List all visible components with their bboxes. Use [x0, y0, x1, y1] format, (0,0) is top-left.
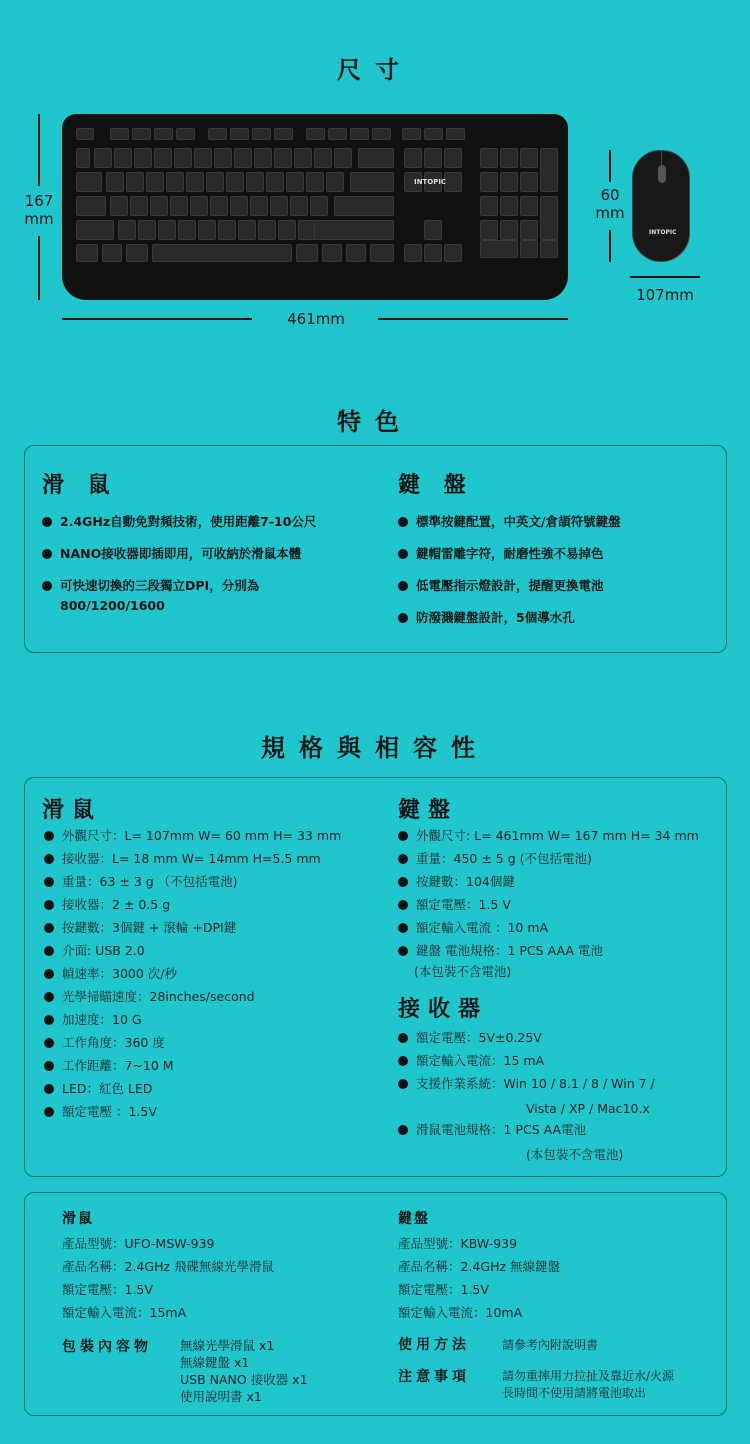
spec-item: 支援作業系統：Win 10 / 8.1 / 8 / Win 7 / — [398, 1076, 718, 1092]
spec-item: 額定電壓 ：1.5V — [44, 1104, 384, 1120]
keyboard-key — [266, 172, 284, 192]
keyboard-key — [520, 240, 538, 258]
spec-item: 鍵盤 電池規格：1 PCS AAA 電池 — [398, 943, 718, 959]
keyboard-key — [322, 244, 342, 262]
keyboard-key — [226, 172, 244, 192]
feature-item: 鍵帽雷雕字符，耐磨性強不易掉色 — [398, 544, 708, 564]
keyboard-key — [206, 172, 224, 192]
feature-item: 可快速切換的三段獨立DPI，分別為800/1200/1600 — [42, 576, 352, 616]
keyboard-key — [238, 220, 256, 240]
keyboard-key — [158, 220, 176, 240]
mouse-width-value: 107mm — [636, 286, 694, 304]
package-label: 包裝內容物 — [62, 1339, 152, 1355]
product-mouse-line: 產品名稱：2.4GHz 飛碟無線光學滑鼠 — [62, 1259, 275, 1274]
package-item: 無線鍵盤 x1 — [180, 1355, 250, 1370]
keyboard-key — [154, 128, 173, 140]
spec-item: 額定電壓：5V±0.25V — [398, 1030, 718, 1046]
spec-item: 重量：63 ± 3 g （不包括電池) — [44, 874, 384, 890]
keyboard-key — [134, 148, 152, 168]
spec-item: 接收器：2 ± 0.5 g — [44, 897, 384, 913]
keyboard-key — [126, 244, 148, 262]
keyboard-key — [540, 240, 558, 258]
spec-item: 額定電壓：1.5 V — [398, 897, 718, 913]
keyboard-image — [62, 114, 568, 300]
mouse-height-line-lower — [609, 230, 611, 262]
keyboard-key — [404, 244, 422, 262]
feature-item: 標準按鍵配置，中英文/倉頡符號鍵盤 — [398, 512, 708, 532]
feature-item: NANO接收器即插即用，可收納於滑鼠本體 — [42, 544, 352, 564]
keyboard-key — [154, 148, 172, 168]
keyboard-key — [230, 128, 249, 140]
specs-title: 規格與相容性 — [261, 734, 489, 762]
keyboard-key — [334, 196, 394, 216]
receiver-battery-note: (本包裝不含電池) — [526, 1147, 624, 1162]
package-item: 無線光學滑鼠 x1 — [180, 1338, 275, 1353]
product-mouse-line: 額定輸入電流：15mA — [62, 1305, 187, 1320]
spec-item: 接收器：L= 18 mm W= 14mm H=5.5 mm — [44, 851, 384, 867]
keyboard-key — [520, 172, 538, 192]
keyboard-key — [170, 196, 188, 216]
keyboard-key — [294, 148, 312, 168]
keyboard-key — [328, 128, 347, 140]
spec-item: 按鍵數：3個鍵 + 滾輪 +DPI鍵 — [44, 920, 384, 936]
spec-item: 按鍵數：104個鍵 — [398, 874, 718, 890]
keyboard-width-line-left — [62, 318, 252, 320]
keyboard-key — [178, 220, 196, 240]
keyboard-key — [76, 148, 90, 168]
keyboard-key — [186, 172, 204, 192]
keyboard-key — [540, 196, 558, 240]
specs-mouse-title: 滑鼠 — [42, 798, 103, 823]
spec-item: 額定輸入電流 ：10 mA — [398, 920, 718, 936]
package-item: USB NANO 接收器 x1 — [180, 1372, 308, 1387]
spec-item: 重量：450 ± 5 g (不包括電池) — [398, 851, 718, 867]
specs-keyboard-list — [398, 828, 718, 962]
receiver-os-continued: Vista / XP / Mac10.x — [526, 1101, 650, 1116]
keyboard-key — [500, 220, 518, 240]
keyboard-height-value: 167 mm — [24, 192, 54, 228]
caution-label: 注意事項 — [398, 1369, 470, 1385]
keyboard-key — [110, 196, 128, 216]
keyboard-height-line-lower — [38, 236, 40, 300]
keyboard-key — [424, 220, 442, 240]
feature-item: 低電壓指示燈設計，提醒更換電池 — [398, 576, 708, 596]
spec-item: 光學掃瞄速度：28inches/second — [44, 989, 384, 1005]
keyboard-key — [254, 148, 272, 168]
spec-item: 外觀尺寸: L= 461mm W= 167 mm H= 34 mm — [398, 828, 718, 844]
specs-receiver-list — [398, 1030, 718, 1145]
keyboard-key — [258, 220, 276, 240]
keyboard-key — [210, 196, 228, 216]
keyboard-key — [174, 148, 192, 168]
keyboard-key — [520, 196, 538, 216]
product-keyboard-title: 鍵盤 — [398, 1211, 430, 1227]
keyboard-key — [500, 148, 518, 168]
keyboard-key — [166, 172, 184, 192]
keyboard-key — [110, 128, 129, 140]
keyboard-battery-note: (本包裝不含電池) — [414, 964, 512, 979]
features-title: 特色 — [337, 408, 413, 436]
keyboard-key — [218, 220, 236, 240]
keyboard-key — [424, 148, 442, 168]
caution-line: 長時間不使用請將電池取出 — [502, 1386, 647, 1400]
keyboard-key — [76, 220, 114, 240]
spec-item: 滑鼠電池規格：1 PCS AA電池 — [398, 1122, 718, 1138]
product-mouse-line: 產品型號：UFO-MSW-939 — [62, 1236, 215, 1251]
keyboard-key — [150, 196, 168, 216]
features-keyboard-list — [398, 512, 708, 640]
keyboard-keys — [72, 124, 558, 264]
keyboard-key — [334, 148, 352, 168]
spec-item: 介面: USB 2.0 — [44, 943, 384, 959]
specs-mouse-list — [44, 828, 384, 1127]
spec-item: 加速度：10 G — [44, 1012, 384, 1028]
keyboard-key — [106, 172, 124, 192]
product-keyboard-line: 額定輸入電流：10mA — [398, 1305, 523, 1320]
spec-item: 工作角度：360 度 — [44, 1035, 384, 1051]
spec-item: 工作距離：7~10 M — [44, 1058, 384, 1074]
spec-item: 額定輸入電流：15 mA — [398, 1053, 718, 1069]
keyboard-key — [132, 128, 151, 140]
keyboard-height-line — [38, 114, 40, 186]
keyboard-key — [480, 196, 498, 216]
product-keyboard-line: 額定電壓：1.5V — [398, 1282, 489, 1297]
caution-line: 請勿重摔用力拉扯及靠近水/火源 — [502, 1369, 675, 1383]
package-item: 使用說明書 x1 — [180, 1389, 262, 1404]
keyboard-key — [274, 148, 292, 168]
size-section-title: 尺寸 — [337, 56, 413, 84]
keyboard-key — [424, 244, 442, 262]
keyboard-key — [326, 172, 344, 192]
keyboard-key — [314, 220, 394, 240]
keyboard-key — [114, 148, 132, 168]
mouse-height-line — [609, 150, 611, 182]
keyboard-key — [444, 172, 462, 192]
keyboard-key — [118, 220, 136, 240]
keyboard-key — [76, 244, 98, 262]
keyboard-key — [76, 172, 102, 192]
feature-item: 2.4GHz自動免對頻技術，使用距離7-10公尺 — [42, 512, 352, 532]
keyboard-key — [152, 244, 292, 262]
mouse-brand-logo: INTOPIC — [649, 229, 677, 236]
mouse-scroll-wheel — [658, 165, 666, 183]
keyboard-key — [444, 244, 462, 262]
keyboard-key — [208, 128, 227, 140]
spec-item: LED：紅色 LED — [44, 1081, 384, 1097]
keyboard-key — [296, 244, 318, 262]
keyboard-key — [358, 148, 394, 168]
feature-item: 防潑濺鍵盤設計，5個導水孔 — [398, 608, 708, 628]
keyboard-key — [350, 128, 369, 140]
keyboard-key — [126, 172, 144, 192]
keyboard-width-line-right — [378, 318, 568, 320]
keyboard-key — [234, 148, 252, 168]
product-keyboard-line: 產品名稱：2.4GHz 無線鍵盤 — [398, 1259, 560, 1274]
keyboard-key — [252, 128, 271, 140]
keyboard-key — [130, 196, 148, 216]
features-mouse-list — [42, 512, 352, 628]
keyboard-key — [194, 148, 212, 168]
keyboard-key — [370, 244, 394, 262]
keyboard-key — [480, 172, 498, 192]
keyboard-key — [270, 196, 288, 216]
keyboard-key — [102, 244, 122, 262]
keyboard-key — [290, 196, 308, 216]
keyboard-key — [520, 148, 538, 168]
keyboard-width-value: 461mm — [287, 310, 345, 328]
keyboard-brand-logo: INTOPIC — [414, 178, 447, 186]
mouse-image — [632, 150, 690, 262]
keyboard-key — [230, 196, 248, 216]
usage-text: 請參考內附說明書 — [502, 1338, 599, 1352]
keyboard-key — [404, 148, 422, 168]
keyboard-key — [306, 128, 325, 140]
keyboard-key — [480, 240, 518, 258]
keyboard-key — [540, 148, 558, 192]
keyboard-key — [346, 244, 366, 262]
specs-receiver-title: 接收器 — [398, 997, 489, 1022]
product-mouse-title: 滑鼠 — [62, 1211, 94, 1227]
keyboard-key — [246, 172, 264, 192]
keyboard-key — [138, 220, 156, 240]
keyboard-key — [480, 220, 498, 240]
keyboard-key — [446, 128, 465, 140]
keyboard-key — [146, 172, 164, 192]
keyboard-key — [76, 196, 106, 216]
spec-item: 幀速率：3000 次/秒 — [44, 966, 384, 982]
keyboard-key — [424, 128, 443, 140]
keyboard-key — [444, 148, 462, 168]
keyboard-key — [278, 220, 296, 240]
keyboard-key — [190, 196, 208, 216]
keyboard-key — [520, 220, 538, 240]
keyboard-key — [286, 172, 304, 192]
features-keyboard-title: 鍵 盤 — [398, 473, 474, 498]
mouse-button-split — [661, 151, 662, 165]
keyboard-key — [306, 172, 324, 192]
keyboard-key — [314, 148, 332, 168]
keyboard-key — [274, 128, 293, 140]
mouse-width-line — [630, 276, 700, 278]
keyboard-key — [500, 196, 518, 216]
product-mouse-line: 額定電壓：1.5V — [62, 1282, 153, 1297]
keyboard-key — [372, 128, 391, 140]
keyboard-key — [198, 220, 216, 240]
keyboard-key — [500, 172, 518, 192]
keyboard-key — [310, 196, 328, 216]
usage-label: 使用方法 — [398, 1337, 470, 1353]
keyboard-key — [94, 148, 112, 168]
product-keyboard-line: 產品型號：KBW-939 — [398, 1236, 518, 1251]
keyboard-key — [214, 148, 232, 168]
mouse-height-value: 60 mm — [595, 186, 625, 222]
keyboard-key — [250, 196, 268, 216]
specs-keyboard-title: 鍵盤 — [398, 798, 459, 823]
keyboard-key — [402, 128, 421, 140]
keyboard-key — [76, 128, 94, 140]
keyboard-key — [350, 172, 394, 192]
keyboard-key — [176, 128, 195, 140]
features-mouse-title: 滑 鼠 — [42, 473, 118, 498]
keyboard-key — [480, 148, 498, 168]
spec-item: 外觀尺寸：L= 107mm W= 60 mm H= 33 mm — [44, 828, 384, 844]
